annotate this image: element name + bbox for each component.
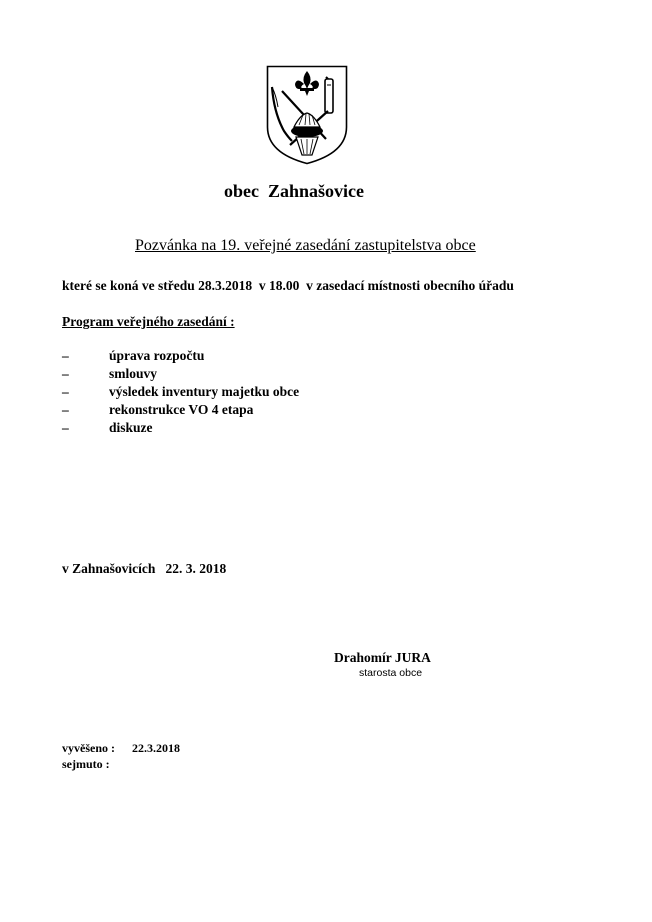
agenda-item-text: diskuze	[109, 420, 153, 435]
posted-row	[62, 741, 180, 756]
program-heading: Program veřejného zasedání :	[62, 314, 235, 329]
posted-date: 22.3.2018	[132, 741, 180, 755]
coat-of-arms	[266, 65, 348, 165]
place-and-date: v Zahnašovicích 22. 3. 2018	[62, 561, 227, 576]
agenda-bullet: –	[62, 402, 69, 417]
agenda-bullet: –	[62, 384, 69, 399]
coat-of-arms-icon	[266, 65, 348, 165]
agenda-bullet: –	[62, 348, 69, 363]
municipality-name: obec Zahnašovice	[224, 181, 365, 201]
meeting-details: které se koná ve středu 28.3.2018 v 18.00 v zasedací místnosti obecního úřadu	[62, 278, 514, 293]
signer-role: starosta obce	[359, 667, 423, 679]
agenda-item-text: smlouvy	[109, 366, 158, 381]
signer-name: Drahomír JURA	[334, 650, 431, 665]
posted-label: vyvěšeno :	[62, 741, 115, 755]
agenda-item-text: výsledek inventury majetku obce	[109, 384, 300, 399]
agenda-bullet: –	[62, 366, 69, 381]
agenda-item-text: úprava rozpočtu	[109, 348, 205, 363]
agenda-bullet: –	[62, 420, 69, 435]
agenda-item-text: rekonstrukce VO 4 etapa	[109, 402, 254, 417]
removed-label: sejmuto :	[62, 757, 110, 771]
invitation-title: Pozvánka na 19. veřejné zasedání zastupitelstva obce	[135, 237, 476, 254]
removed-row	[62, 757, 110, 772]
